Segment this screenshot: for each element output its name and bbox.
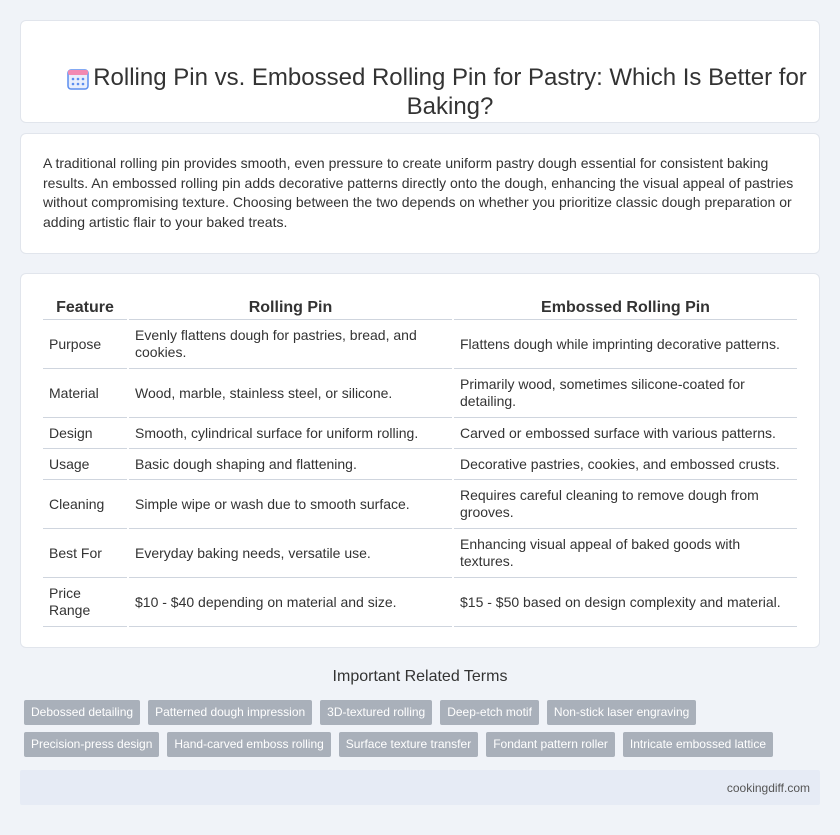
page-title: Rolling Pin vs. Embossed Rolling Pin for Pastry: Which Is Better for Baking?: [93, 64, 807, 120]
cell-feature: Usage: [43, 449, 127, 480]
title-card: [20, 20, 820, 123]
related-term-tag[interactable]: Non-stick laser engraving: [547, 700, 696, 725]
cell-embossed: Carved or embossed surface with various patterns.: [454, 418, 797, 449]
cell-feature: Price Range: [43, 578, 127, 627]
cell-embossed: Enhancing visual appeal of baked goods with textures.: [454, 529, 797, 578]
comparison-card: [20, 273, 820, 648]
related-term-tag[interactable]: Patterned dough impression: [148, 700, 312, 725]
header-feature: Feature: [43, 296, 127, 320]
related-term-tag[interactable]: 3D-textured rolling: [320, 700, 432, 725]
related-term-tag[interactable]: Intricate embossed lattice: [623, 732, 773, 757]
intro-paragraph: A traditional rolling pin provides smooth, even pressure to create uniform pastry dough essential for consistent baking results. An embossed rolling pin adds decorative patterns directly onto the dough, enhancing the visual appeal of pastries without compromising texture. Choosing between the two depends on whether you prioritize classic dough preparation or adding artistic flair to your baked treats.: [43, 155, 794, 230]
table-row: [43, 578, 797, 627]
header-rolling-pin: Rolling Pin: [129, 296, 452, 320]
cell-feature: Cleaning: [43, 480, 127, 529]
comparison-table: [41, 296, 799, 627]
related-term-tag[interactable]: Fondant pattern roller: [486, 732, 615, 757]
cell-embossed: Flattens dough while imprinting decorative patterns.: [454, 320, 797, 369]
intro-card: [20, 133, 820, 254]
cell-feature: Best For: [43, 529, 127, 578]
table-row: [43, 449, 797, 480]
cell-rolling-pin: $10 - $40 depending on material and size.: [129, 578, 452, 627]
footer: [20, 770, 820, 805]
related-terms-title: Important Related Terms: [332, 668, 508, 685]
cell-embossed: Primarily wood, sometimes silicone-coated for detailing.: [454, 369, 797, 418]
calendar-icon: [66, 67, 90, 91]
tag-row: [24, 700, 814, 725]
related-term-tag[interactable]: Hand-carved emboss rolling: [167, 732, 330, 757]
table-row: [43, 320, 797, 369]
header-embossed-rolling-pin: Embossed Rolling Pin: [454, 296, 797, 320]
tag-row: [24, 732, 814, 757]
table-header-row: [43, 296, 797, 320]
cell-rolling-pin: Evenly flattens dough for pastries, bread, and cookies.: [129, 320, 452, 369]
cell-feature: Purpose: [43, 320, 127, 369]
cell-feature: Design: [43, 418, 127, 449]
related-term-tag[interactable]: Surface texture transfer: [339, 732, 478, 757]
cell-embossed: Decorative pastries, cookies, and embossed crusts.: [454, 449, 797, 480]
cell-rolling-pin: Basic dough shaping and flattening.: [129, 449, 452, 480]
table-row: [43, 418, 797, 449]
cell-rolling-pin: Smooth, cylindrical surface for uniform rolling.: [129, 418, 452, 449]
table-row: [43, 529, 797, 578]
cell-rolling-pin: Simple wipe or wash due to smooth surface.: [129, 480, 452, 529]
cell-rolling-pin: Wood, marble, stainless steel, or silicone.: [129, 369, 452, 418]
footer-site-link[interactable]: cookingdiff.com: [726, 781, 810, 795]
table-row: [43, 480, 797, 529]
cell-embossed: Requires careful cleaning to remove dough from grooves.: [454, 480, 797, 529]
related-term-tag[interactable]: Debossed detailing: [24, 700, 140, 725]
cell-feature: Material: [43, 369, 127, 418]
related-terms-list: [24, 700, 814, 764]
table-row: [43, 369, 797, 418]
cell-embossed: $15 - $50 based on design complexity and material.: [454, 578, 797, 627]
cell-rolling-pin: Everyday baking needs, versatile use.: [129, 529, 452, 578]
related-term-tag[interactable]: Deep-etch motif: [440, 700, 539, 725]
related-term-tag[interactable]: Precision-press design: [24, 732, 159, 757]
